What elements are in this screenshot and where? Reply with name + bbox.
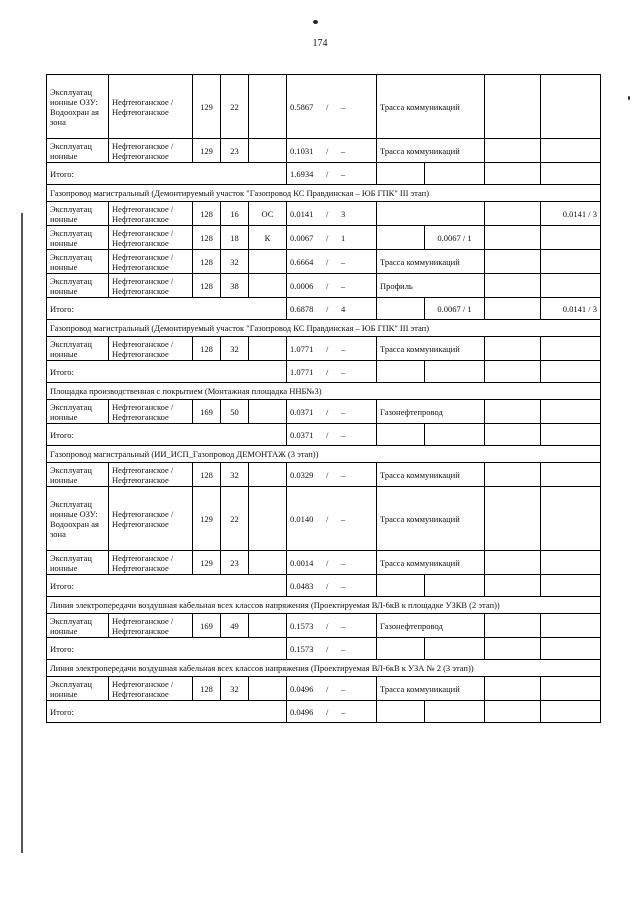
extra-cell-3 bbox=[541, 337, 601, 361]
total-extra-3 bbox=[541, 575, 601, 597]
total-extra-2 bbox=[485, 638, 541, 660]
total-extra-1: 0.0067 / 1 bbox=[425, 298, 485, 320]
area-separator: / bbox=[326, 145, 329, 156]
object-count: – bbox=[341, 168, 346, 179]
area-value: 0.0496 bbox=[290, 706, 314, 717]
total-label: Итого: bbox=[47, 575, 287, 597]
extra-cell-2 bbox=[485, 226, 541, 250]
block-number-cell: 129 bbox=[193, 551, 221, 575]
area-separator: / bbox=[326, 303, 329, 314]
object-count: – bbox=[341, 101, 346, 112]
area-separator: / bbox=[326, 469, 329, 480]
area-separator: / bbox=[326, 280, 329, 291]
area-fraction bbox=[290, 169, 373, 179]
object-count: – bbox=[341, 643, 346, 654]
object-count: 3 bbox=[341, 208, 346, 219]
district-cell: Нефтеюганское / Нефтеюганское bbox=[109, 614, 193, 638]
district-cell: Нефтеюганское / Нефтеюганское bbox=[109, 551, 193, 575]
purpose-cell bbox=[377, 202, 485, 226]
extra-cell-2 bbox=[485, 614, 541, 638]
area-cell bbox=[287, 701, 377, 723]
block-number-cell: 129 bbox=[193, 487, 221, 551]
block-number-cell: 169 bbox=[193, 400, 221, 424]
district-cell: Нефтеюганское / Нефтеюганское bbox=[109, 139, 193, 163]
extra-cell-3 bbox=[541, 677, 601, 701]
area-cell bbox=[287, 202, 377, 226]
area-fraction bbox=[290, 430, 373, 440]
object-count: – bbox=[341, 256, 346, 267]
table-row bbox=[47, 487, 601, 551]
table-row bbox=[47, 400, 601, 424]
total-row bbox=[47, 575, 601, 597]
area-fraction bbox=[290, 470, 373, 480]
area-separator: / bbox=[326, 168, 329, 179]
area-value: 1.6934 bbox=[290, 168, 314, 179]
table-row bbox=[47, 139, 601, 163]
area-separator: / bbox=[326, 513, 329, 524]
land-category-cell: Эксплуатац ионные bbox=[47, 400, 109, 424]
plot-number-cell: 22 bbox=[221, 75, 249, 139]
extra-cell-2 bbox=[485, 400, 541, 424]
land-category-cell: Эксплуатац ионные bbox=[47, 202, 109, 226]
object-count: 1 bbox=[341, 232, 346, 243]
purpose-cell: Газонефтепровод bbox=[377, 400, 485, 424]
total-extra-3 bbox=[541, 701, 601, 723]
extra-cell-2 bbox=[485, 139, 541, 163]
total-extra-0 bbox=[377, 361, 425, 383]
scan-speck bbox=[628, 96, 630, 100]
total-row bbox=[47, 163, 601, 185]
extra-cell-3 bbox=[541, 614, 601, 638]
extra-cell-2 bbox=[485, 677, 541, 701]
object-count: – bbox=[341, 557, 346, 568]
code-cell bbox=[249, 614, 287, 638]
district-cell: Нефтеюганское / Нефтеюганское bbox=[109, 226, 193, 250]
purpose-cell bbox=[377, 226, 425, 250]
district-cell: Нефтеюганское / Нефтеюганское bbox=[109, 677, 193, 701]
extra-cell-3 bbox=[541, 487, 601, 551]
area-value: 1.0771 bbox=[290, 343, 314, 354]
total-label: Итого: bbox=[47, 424, 287, 446]
table-row bbox=[47, 337, 601, 361]
area-cell bbox=[287, 638, 377, 660]
object-count: – bbox=[341, 280, 346, 291]
extra-cell-1: 0.0067 / 1 bbox=[425, 226, 485, 250]
object-count: – bbox=[341, 513, 346, 524]
area-value: 0.1031 bbox=[290, 145, 314, 156]
table-row bbox=[47, 202, 601, 226]
purpose-cell: Трасса коммуникаций bbox=[377, 677, 485, 701]
section-title: Линия электропередачи воздушная кабельная всех классов напряжения (Проектируемая ВЛ-6кВ к площадке УЗКВ (2 этап)) bbox=[47, 597, 601, 614]
area-value: 0.6664 bbox=[290, 256, 314, 267]
district-cell: Нефтеюганское / Нефтеюганское bbox=[109, 337, 193, 361]
purpose-cell: Трасса коммуникаций bbox=[377, 139, 485, 163]
area-fraction bbox=[290, 344, 373, 354]
page-number: 174 bbox=[312, 38, 328, 49]
block-number-cell: 128 bbox=[193, 677, 221, 701]
table-row bbox=[47, 551, 601, 575]
object-count: – bbox=[341, 469, 346, 480]
section-title: Газопровод магистральный (Демонтируемый участок "Газопровод КС Правдинская – ЮБ ГПК" III этап) bbox=[47, 320, 601, 337]
total-extra-3 bbox=[541, 638, 601, 660]
scan-speck bbox=[313, 20, 318, 24]
area-cell bbox=[287, 400, 377, 424]
area-cell bbox=[287, 298, 377, 320]
object-count: – bbox=[341, 145, 346, 156]
area-separator: / bbox=[326, 343, 329, 354]
object-count: – bbox=[341, 343, 346, 354]
plot-number-cell: 16 bbox=[221, 202, 249, 226]
plot-number-cell: 32 bbox=[221, 677, 249, 701]
section-title: Линия электропередачи воздушная кабельная всех классов напряжения (Проектируемая ВЛ-6кВ к УЗА № 2 (3 этап)) bbox=[47, 660, 601, 677]
total-label: Итого: bbox=[47, 361, 287, 383]
area-fraction bbox=[290, 581, 373, 591]
area-separator: / bbox=[326, 101, 329, 112]
area-value: 0.0006 bbox=[290, 280, 314, 291]
area-cell bbox=[287, 139, 377, 163]
table-row bbox=[47, 677, 601, 701]
area-fraction bbox=[290, 707, 373, 717]
area-fraction bbox=[290, 558, 373, 568]
object-count: – bbox=[341, 406, 346, 417]
area-value: 0.5867 bbox=[290, 101, 314, 112]
object-count: – bbox=[341, 620, 346, 631]
table-row bbox=[47, 250, 601, 274]
object-count: – bbox=[341, 429, 346, 440]
total-extra-3 bbox=[541, 424, 601, 446]
total-extra-3: 0.0141 / 3 bbox=[541, 298, 601, 320]
area-value: 0.1573 bbox=[290, 643, 314, 654]
land-category-cell: Эксплуатац ионные ОЗУ: Водоохран ая зона bbox=[47, 75, 109, 139]
extra-cell-2 bbox=[485, 487, 541, 551]
area-cell bbox=[287, 250, 377, 274]
area-cell bbox=[287, 163, 377, 185]
purpose-cell: Трасса коммуникаций bbox=[377, 337, 485, 361]
extra-cell-3 bbox=[541, 463, 601, 487]
district-cell: Нефтеюганское / Нефтеюганское bbox=[109, 463, 193, 487]
total-label: Итого: bbox=[47, 163, 287, 185]
block-number-cell: 128 bbox=[193, 463, 221, 487]
area-fraction bbox=[290, 281, 373, 291]
area-fraction bbox=[290, 684, 373, 694]
area-cell bbox=[287, 274, 377, 298]
district-cell: Нефтеюганское / Нефтеюганское bbox=[109, 274, 193, 298]
total-extra-1 bbox=[425, 163, 485, 185]
total-extra-0 bbox=[377, 701, 425, 723]
purpose-cell: Профиль bbox=[377, 274, 485, 298]
code-cell bbox=[249, 274, 287, 298]
total-extra-2 bbox=[485, 361, 541, 383]
table-row bbox=[47, 75, 601, 139]
plot-number-cell: 38 bbox=[221, 274, 249, 298]
plot-number-cell: 18 bbox=[221, 226, 249, 250]
area-cell bbox=[287, 677, 377, 701]
block-number-cell: 128 bbox=[193, 226, 221, 250]
district-cell: Нефтеюганское / Нефтеюганское bbox=[109, 487, 193, 551]
total-extra-0 bbox=[377, 298, 425, 320]
land-plot-table bbox=[46, 74, 601, 723]
total-extra-2 bbox=[485, 298, 541, 320]
area-value: 1.0771 bbox=[290, 366, 314, 377]
total-extra-0 bbox=[377, 638, 425, 660]
total-label: Итого: bbox=[47, 638, 287, 660]
code-cell bbox=[249, 400, 287, 424]
purpose-cell: Газонефтепровод bbox=[377, 614, 485, 638]
area-value: 0.6878 bbox=[290, 303, 314, 314]
total-label: Итого: bbox=[47, 701, 287, 723]
table-row bbox=[47, 274, 601, 298]
area-cell bbox=[287, 575, 377, 597]
code-cell bbox=[249, 463, 287, 487]
block-number-cell: 128 bbox=[193, 202, 221, 226]
purpose-cell: Трасса коммуникаций bbox=[377, 463, 485, 487]
land-category-cell: Эксплуатац ионные bbox=[47, 614, 109, 638]
area-fraction bbox=[290, 146, 373, 156]
area-separator: / bbox=[326, 406, 329, 417]
code-cell bbox=[249, 250, 287, 274]
plot-number-cell: 23 bbox=[221, 139, 249, 163]
district-cell: Нефтеюганское / Нефтеюганское bbox=[109, 202, 193, 226]
plot-number-cell: 32 bbox=[221, 337, 249, 361]
extra-cell-3 bbox=[541, 75, 601, 139]
object-count: – bbox=[341, 366, 346, 377]
scan-speck bbox=[21, 213, 23, 853]
extra-cell-2 bbox=[485, 75, 541, 139]
area-separator: / bbox=[326, 232, 329, 243]
object-count: – bbox=[341, 683, 346, 694]
code-cell bbox=[249, 75, 287, 139]
code-cell bbox=[249, 139, 287, 163]
purpose-cell: Трасса коммуникаций bbox=[377, 487, 485, 551]
extra-cell-2 bbox=[485, 250, 541, 274]
plot-number-cell: 49 bbox=[221, 614, 249, 638]
total-extra-1 bbox=[425, 575, 485, 597]
code-cell bbox=[249, 487, 287, 551]
area-separator: / bbox=[326, 557, 329, 568]
table-row bbox=[47, 614, 601, 638]
area-fraction bbox=[290, 102, 373, 112]
land-category-cell: Эксплуатац ионные bbox=[47, 677, 109, 701]
extra-cell-3 bbox=[541, 400, 601, 424]
area-separator: / bbox=[326, 620, 329, 631]
area-separator: / bbox=[326, 706, 329, 717]
area-separator: / bbox=[326, 580, 329, 591]
area-fraction bbox=[290, 407, 373, 417]
code-cell: ОС bbox=[249, 202, 287, 226]
plot-number-cell: 23 bbox=[221, 551, 249, 575]
block-number-cell: 129 bbox=[193, 75, 221, 139]
purpose-cell: Трасса коммуникаций bbox=[377, 551, 485, 575]
code-cell bbox=[249, 337, 287, 361]
section-title: Площадка производственная с покрытием (Монтажная площадка ННБ№3) bbox=[47, 383, 601, 400]
extra-cell-3 bbox=[541, 250, 601, 274]
area-separator: / bbox=[326, 683, 329, 694]
total-label: Итого: bbox=[47, 298, 287, 320]
district-cell: Нефтеюганское / Нефтеюганское bbox=[109, 250, 193, 274]
area-fraction bbox=[290, 257, 373, 267]
section-header-row bbox=[47, 446, 601, 463]
block-number-cell: 169 bbox=[193, 614, 221, 638]
table-row bbox=[47, 463, 601, 487]
area-fraction bbox=[290, 304, 373, 314]
plot-number-cell: 32 bbox=[221, 463, 249, 487]
section-title: Газопровод магистральный (ИИ_ИСП_Газопровод ДЕМОНТАЖ (3 этап)) bbox=[47, 446, 601, 463]
object-count: – bbox=[341, 706, 346, 717]
section-header-row bbox=[47, 383, 601, 400]
plot-number-cell: 32 bbox=[221, 250, 249, 274]
extra-cell-2 bbox=[485, 463, 541, 487]
area-cell bbox=[287, 424, 377, 446]
total-extra-1 bbox=[425, 638, 485, 660]
block-number-cell: 129 bbox=[193, 139, 221, 163]
area-cell bbox=[287, 487, 377, 551]
code-cell bbox=[249, 677, 287, 701]
land-category-cell: Эксплуатац ионные bbox=[47, 337, 109, 361]
district-cell: Нефтеюганское / Нефтеюганское bbox=[109, 75, 193, 139]
extra-cell-3: 0.0141 / 3 bbox=[541, 202, 601, 226]
area-cell bbox=[287, 226, 377, 250]
section-header-row bbox=[47, 320, 601, 337]
area-value: 0.0067 bbox=[290, 232, 314, 243]
area-separator: / bbox=[326, 208, 329, 219]
block-number-cell: 128 bbox=[193, 337, 221, 361]
area-fraction bbox=[290, 367, 373, 377]
extra-cell-3 bbox=[541, 226, 601, 250]
total-extra-0 bbox=[377, 163, 425, 185]
table-row bbox=[47, 226, 601, 250]
object-count: 4 bbox=[341, 303, 346, 314]
block-number-cell: 128 bbox=[193, 274, 221, 298]
area-separator: / bbox=[326, 366, 329, 377]
area-value: 0.0371 bbox=[290, 429, 314, 440]
area-value: 0.0141 bbox=[290, 208, 314, 219]
land-category-cell: Эксплуатац ионные bbox=[47, 226, 109, 250]
object-count: – bbox=[341, 580, 346, 591]
total-extra-1 bbox=[425, 424, 485, 446]
extra-cell-3 bbox=[541, 274, 601, 298]
area-cell bbox=[287, 75, 377, 139]
block-number-cell: 128 bbox=[193, 250, 221, 274]
purpose-cell: Трасса коммуникаций bbox=[377, 75, 485, 139]
plot-number-cell: 50 bbox=[221, 400, 249, 424]
area-fraction bbox=[290, 621, 373, 631]
extra-cell-2 bbox=[485, 202, 541, 226]
total-extra-1 bbox=[425, 361, 485, 383]
section-header-row bbox=[47, 597, 601, 614]
extra-cell-2 bbox=[485, 337, 541, 361]
total-extra-0 bbox=[377, 424, 425, 446]
land-category-cell: Эксплуатац ионные bbox=[47, 551, 109, 575]
area-cell bbox=[287, 614, 377, 638]
area-separator: / bbox=[326, 643, 329, 654]
total-row bbox=[47, 638, 601, 660]
area-separator: / bbox=[326, 256, 329, 267]
extra-cell-2 bbox=[485, 274, 541, 298]
section-header-row bbox=[47, 185, 601, 202]
area-fraction bbox=[290, 233, 373, 243]
total-extra-2 bbox=[485, 163, 541, 185]
area-fraction bbox=[290, 514, 373, 524]
area-cell bbox=[287, 463, 377, 487]
area-fraction bbox=[290, 209, 373, 219]
total-row bbox=[47, 701, 601, 723]
total-extra-1 bbox=[425, 701, 485, 723]
area-cell bbox=[287, 337, 377, 361]
total-row bbox=[47, 298, 601, 320]
extra-cell-2 bbox=[485, 551, 541, 575]
total-row bbox=[47, 361, 601, 383]
land-category-cell: Эксплуатац ионные bbox=[47, 274, 109, 298]
area-value: 0.0371 bbox=[290, 406, 314, 417]
district-cell: Нефтеюганское / Нефтеюганское bbox=[109, 400, 193, 424]
area-value: 0.0483 bbox=[290, 580, 314, 591]
total-extra-2 bbox=[485, 701, 541, 723]
area-separator: / bbox=[326, 429, 329, 440]
area-value: 0.1573 bbox=[290, 620, 314, 631]
total-row bbox=[47, 424, 601, 446]
area-fraction bbox=[290, 644, 373, 654]
extra-cell-3 bbox=[541, 551, 601, 575]
area-value: 0.0496 bbox=[290, 683, 314, 694]
plot-number-cell: 22 bbox=[221, 487, 249, 551]
area-value: 0.0014 bbox=[290, 557, 314, 568]
area-value: 0.0140 bbox=[290, 513, 314, 524]
area-cell bbox=[287, 361, 377, 383]
code-cell bbox=[249, 551, 287, 575]
total-extra-3 bbox=[541, 361, 601, 383]
area-value: 0.0329 bbox=[290, 469, 314, 480]
code-cell: К bbox=[249, 226, 287, 250]
extra-cell-3 bbox=[541, 139, 601, 163]
land-category-cell: Эксплуатац ионные bbox=[47, 250, 109, 274]
area-cell bbox=[287, 551, 377, 575]
section-header-row bbox=[47, 660, 601, 677]
section-title: Газопровод магистральный (Демонтируемый участок "Газопровод КС Правдинская – ЮБ ГПК" III этап) bbox=[47, 185, 601, 202]
total-extra-0 bbox=[377, 575, 425, 597]
total-extra-2 bbox=[485, 575, 541, 597]
total-extra-2 bbox=[485, 424, 541, 446]
land-category-cell: Эксплуатац ионные ОЗУ: Водоохран ая зона bbox=[47, 487, 109, 551]
purpose-cell: Трасса коммуникаций bbox=[377, 250, 485, 274]
total-extra-3 bbox=[541, 163, 601, 185]
land-category-cell: Эксплуатац ионные bbox=[47, 139, 109, 163]
land-category-cell: Эксплуатац ионные bbox=[47, 463, 109, 487]
